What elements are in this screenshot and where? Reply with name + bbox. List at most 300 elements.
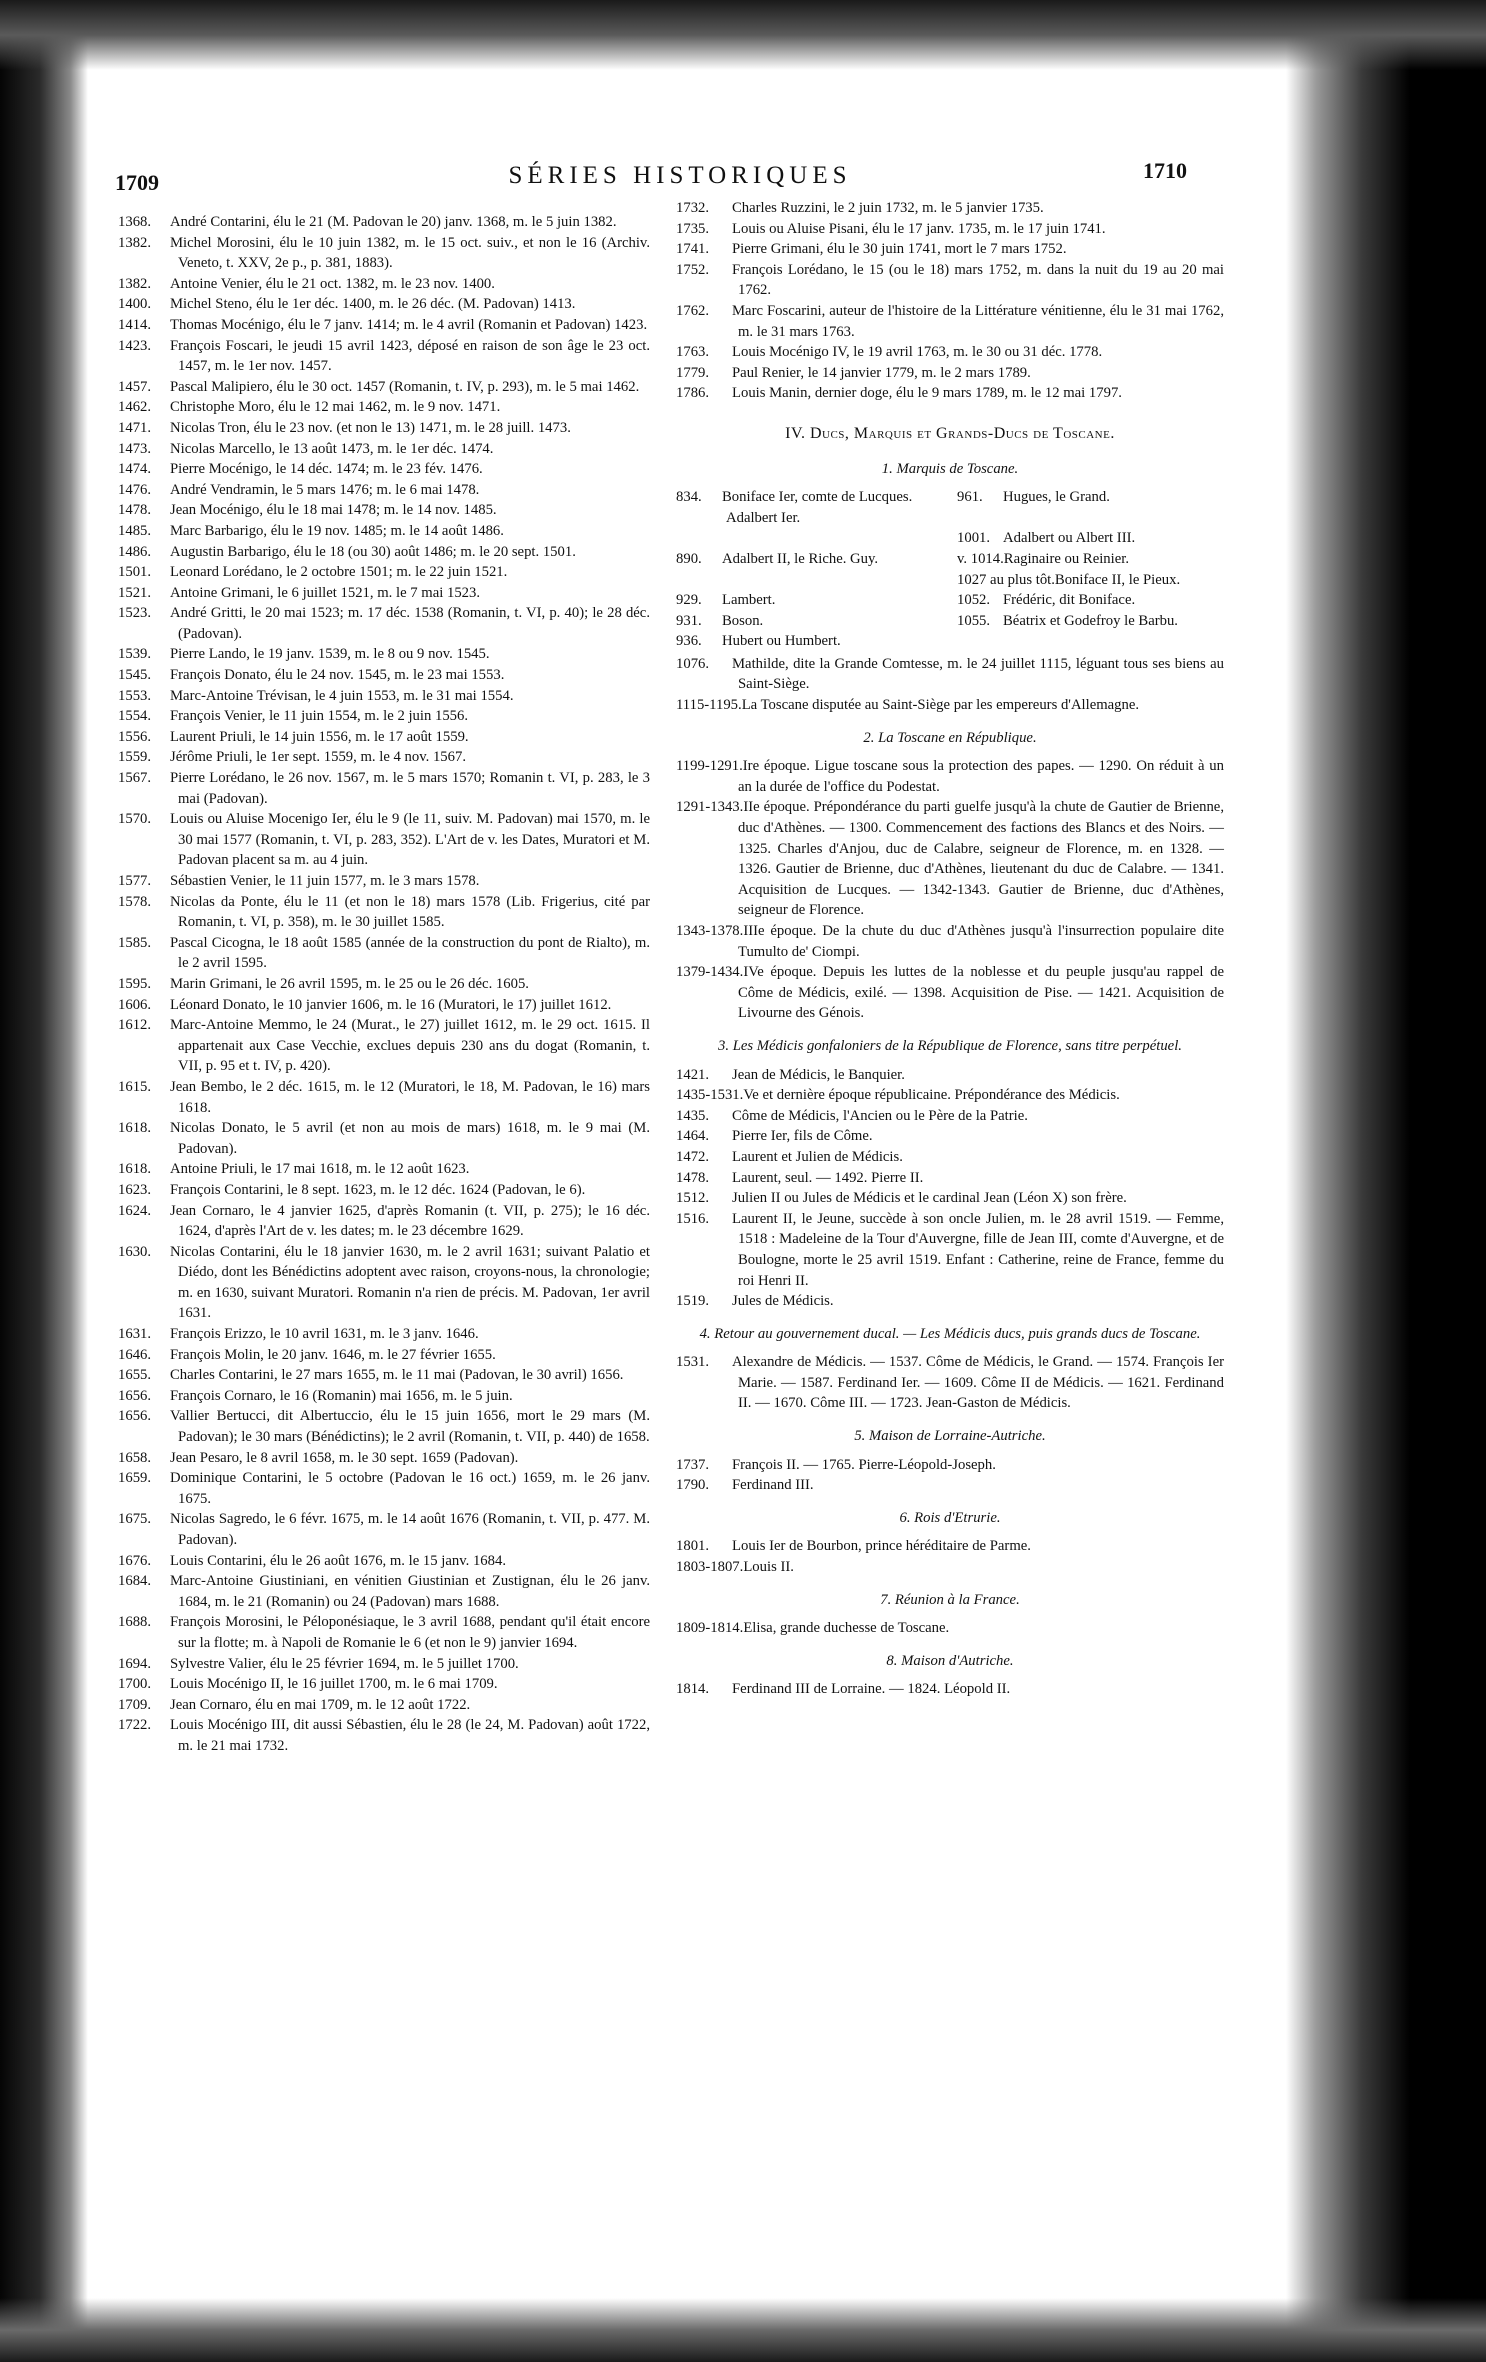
entry-year: 1741. [676,241,710,258]
entry-year: 1400. [118,296,152,313]
list-item [676,383,1224,404]
entry-year: 1556. [118,728,152,745]
entry-year: 1779. [676,364,710,381]
marquis-grid [676,487,1224,652]
entry-text: Pierre Grimani, élu le 30 juin 1741, mort le 7 mars 1752. [732,241,1067,258]
list-item [676,1085,1224,1106]
list-item [118,500,650,521]
entry-text: François II. — 1765. Pierre-Léopold-Joseph. [732,1456,996,1473]
entry-text: Louis Manin, dernier doge, élu le 9 mars 1789, m. le 12 mai 1797. [732,385,1122,402]
list-item [118,1324,650,1345]
list-item [676,1618,1224,1639]
entry-text: Jean Cornaro, élu en mai 1709, m. le 12 août 1722. [170,1696,471,1713]
entry-text: Laurent II, le Jeune, succède à son oncle Julien, m. le 28 avril 1519. — Femme, 1518 : Madeleine de la Tour d'Auvergne, fille de Jean III, comte d'Auvergne, et de Boulogne, morte le 25 avril 1519. Enfant : Catherine, reine de France, femme du roi Henri II. [732,1210,1224,1289]
entry-text: Alexandre de Médicis. — 1537. Côme de Médicis, le Grand. — 1574. François Ier Marie. — 1587. Ferdinand Ier. — 1609. Côme II de Médicis. — 1621. Ferdinand II. — 1670. Côme III. — 1723. Jean-Gaston de Médicis. [732,1354,1224,1412]
entry-text: Ire époque. Ligue toscane sous la protection des papes. — 1290. On réduit à un an la durée de l'office du Podestat. [738,758,1224,795]
entry-text: Nicolas Contarini, élu le 18 janvier 1630, m. le 2 avril 1631; suivant Palatio et Diédo, dont les Bénédictins adoptent avec raison, croyons-nous, la chronologie; m. en 1630, suivant Muratori. Romanin n'a rien de précis. M. Padovan, 1er avril 1631. [170,1243,650,1322]
entry-year: 1700. [118,1676,152,1693]
list-item [118,747,650,768]
list-item [118,1571,650,1612]
list-item [676,1455,1224,1476]
entry-text: Antoine Grimani, le 6 juillet 1521, m. le 7 mai 1523. [170,584,481,601]
page-number-right: 1710 [1143,158,1187,183]
entry-text: François Contarini, le 8 sept. 1623, m. le 12 déc. 1624 (Padovan, le 6). [170,1181,586,1198]
marquis-entry [957,611,1224,632]
running-title: SÉRIES HISTORIQUES [508,162,852,189]
entry-text: Julien II ou Jules de Médicis et le cardinal Jean (Léon X) son frère. [732,1190,1127,1207]
list-item [676,1209,1224,1291]
entry-text: Michel Steno, élu le 1er déc. 1400, m. le 26 déc. (M. Padovan) 1413. [170,296,576,313]
list-item [676,1679,1224,1700]
list-item [118,995,650,1016]
entry-text: Pierre Ier, fils de Côme. [732,1128,873,1145]
entry-text: Thomas Mocénigo, élu le 7 janv. 1414; m. le 4 avril (Romanin et Padovan) 1423. [170,316,648,333]
marquis-after-list [676,654,1224,716]
list-item [676,654,1224,695]
entry-text: Sylvestre Valier, élu le 25 février 1694, m. le 5 juillet 1700. [170,1655,519,1672]
entry-text: Louis Contarini, élu le 26 août 1676, m. le 15 janv. 1684. [170,1552,506,1569]
marquis-entry [957,570,1224,591]
entry-text: Hubert ou Humbert. [722,633,841,650]
entry-text: IIe époque. Prépondérance du parti guelfe jusqu'à la chute de Gautier de Brienne, duc d'Athènes. — 1300. Commencement des factions des Blancs et des Noirs. — 1325. Charles d'Anjou, duc de Calabre, seigneur de Florence, m. en 1328. — 1326. Gautier de Brienne, duc d'Athènes, lieutenant du duc de Calabre. — 1341. Acquisition de Lucques. — 1342-1343. Gautier de Brienne, duc d'Athènes, seigneur de Florence. [738,799,1224,919]
entry-text: Pierre Mocénigo, le 14 déc. 1474; m. le 23 fév. 1476. [170,461,483,478]
entry-year: 1762. [676,302,710,319]
subsection-title-etrurie: 6. Rois d'Etrurie. [899,1509,1001,1526]
entry-text: Marc Foscarini, auteur de l'histoire de la Littérature vénitienne, élu le 31 mai 1762, m. le 31 mars 1763. [732,302,1224,340]
list-item [118,336,650,377]
list-item [676,1557,1224,1578]
entry-text: François Morosini, le Péloponésiaque, le 3 avril 1688, pendant qu'il était encore sur la flotte; m. à Napoli de Romanie le 6 (et non le 9) janvier 1694. [170,1614,650,1651]
list-item [118,1715,650,1756]
entry-text: Marc-Antoine Giustiniani, en vénitien Giustinian et Zustignan, élu le 26 janv. 1684, m. le 21 (Romanin) ou 24 (Padovan) mars 1688. [170,1573,650,1610]
entry-text: Marc Barbarigo, élu le 19 nov. 1485; m. le 14 août 1486. [170,522,504,539]
list-item [118,583,650,604]
list-item [676,797,1224,921]
entry-text: Pierre Lando, le 19 janv. 1539, m. le 8 ou 9 nov. 1545. [170,646,490,663]
list-item [118,1674,650,1695]
entry-year: 1368. [118,214,152,230]
entry-text: Adalbert II, le Riche. Guy. [722,550,879,567]
list-item [676,1126,1224,1147]
entry-text: Ferdinand III. [732,1477,814,1494]
list-item [118,562,650,583]
subsection-title-medicis: 3. Les Médicis gonfaloniers de la République de Florence, sans titre perpétuel. [718,1037,1182,1054]
list-item [118,480,650,501]
list-item [118,1386,650,1407]
entry-text: Jean Mocénigo, élu le 18 mai 1478; m. le 14 nov. 1485. [170,502,497,519]
marquis-entry [676,528,943,549]
entry-text: Nicolas Marcello, le 13 août 1473, m. le 1er déc. 1474. [170,440,494,457]
entry-year: 1473. [118,440,152,457]
entry-text: Mathilde, dite la Grande Comtesse, m. le 24 juillet 1115, léguant tous ses biens au Saint-Siège. [732,655,1224,693]
entry-text: François Lorédano, le 15 (ou le 18) mars 1752, m. dans la nuit du 19 au 20 mai 1762. [732,261,1224,299]
entry-text: Vallier Bertucci, dit Albertuccio, élu le 15 juin 1656, mort le 29 mars (M. Padovan); le 30 mars (Bénédictins); le 2 avril (Romanin, t. VII, p. 440) de 1658. [170,1408,650,1446]
entry-text: Laurent et Julien de Médicis. [732,1148,903,1165]
scan-border-left [0,0,88,2362]
entry-text: Nicolas Sagredo, le 6 févr. 1675, m. le 14 août 1676 (Romanin, t. VII, p. 477. M. Padovan). [170,1511,650,1548]
list-item [118,871,650,892]
marquis-entry [676,590,943,611]
entry-text: André Contarini, élu le 21 (M. Padovan le 20) janv. 1368, m. le 5 juin 1382. [170,214,617,230]
entry-year: 1545. [118,667,152,684]
list-item [676,1106,1224,1127]
entry-year: 1803-1807. [676,1559,744,1576]
list-item [118,233,650,274]
etrurie-list [676,1536,1224,1577]
entry-text: Raginaire ou Reinier. [1003,550,1129,567]
entry-text: Antoine Priuli, le 17 mai 1618, m. le 12 août 1623. [170,1161,470,1178]
list-item [118,1180,650,1201]
entry-year: 1684. [118,1573,152,1590]
list-item [118,809,650,871]
entry-text: Louis Mocénigo II, le 16 juillet 1700, m. le 6 mai 1709. [170,1676,498,1693]
list-item [118,397,650,418]
entry-year: 1676. [118,1552,152,1569]
entry-year: 1612. [118,1017,152,1034]
entry-text: Jérôme Priuli, le 1er sept. 1559, m. le 4 nov. 1567. [170,749,467,766]
list-item [676,363,1224,384]
marquis-entry [957,549,1224,570]
autriche-list [676,1679,1224,1700]
list-item [676,260,1224,301]
entry-text: Dominique Contarini, le 5 octobre (Padovan le 16 oct.) 1659, m. le 26 janv. 1675. [170,1470,650,1507]
entry-year: 931. [676,612,702,629]
entry-text: François Cornaro, le 16 (Romanin) mai 1656, m. le 5 juin. [170,1387,513,1404]
entry-year: 1516. [676,1210,710,1227]
left-column [118,212,650,1757]
scan-border-bottom [0,2298,1486,2362]
scan-border-right [1286,0,1486,2362]
entry-year: 1539. [118,646,152,663]
entry-year: 1462. [118,399,152,416]
entry-year: 1658. [118,1449,152,1466]
entry-text: Marc-Antoine Memmo, le 24 (Murat., le 27) juillet 1612, m. le 29 oct. 1615. Il appartenait aux Case Vecchie, exclues depuis 230 ans du dogat (Romanin, t. VII, p. 95 et t. IV, p. 420). [170,1017,650,1075]
page-number-left: 1709 [115,170,159,195]
entry-text: Jules de Médicis. [732,1293,834,1310]
list-item [118,274,650,295]
list-item [118,1077,650,1118]
list-item [118,933,650,974]
entry-text: IVe époque. Depuis les luttes de la noblesse et du peuple jusqu'au rappel de Côme de Médicis, exilé. — 1398. Acquisition de Pise. — 1421. Acquisition de Livourne des Génois. [738,964,1224,1022]
list-item [118,644,650,665]
entry-text: Côme de Médicis, l'Ancien ou le Père de la Patrie. [732,1107,1028,1124]
list-item [118,1242,650,1324]
scan-border-top [0,0,1486,70]
list-item [676,239,1224,260]
entry-year: 1801. [676,1538,710,1555]
list-item [118,315,650,336]
entry-text: Lambert. [722,592,776,609]
entry-year: 1732. [676,200,710,216]
entry-year: 1722. [118,1717,152,1734]
entry-year: 961. [957,489,983,506]
section-title-text: IV. Ducs, Marquis et Grands-Ducs de Toscane. [785,424,1115,442]
entry-year: 1476. [118,481,152,498]
entry-text: Elisa, grande duchesse de Toscane. [743,1620,950,1637]
entry-year: 1618. [118,1161,152,1178]
entry-text: Charles Ruzzini, le 2 juin 1732, m. le 5 janvier 1735. [732,200,1044,216]
list-item [676,301,1224,342]
entry-year: 1559. [118,749,152,766]
list-item [676,219,1224,240]
list-item [118,1448,650,1469]
entry-year: 1076. [676,655,710,672]
entry-year: 1001. [957,530,991,547]
entry-year: 1486. [118,543,152,560]
list-item [118,212,650,233]
entry-year: v. 1014. [957,550,1004,567]
entry-text: Ve et dernière époque républicaine. Prépondérance des Médicis. [743,1087,1120,1104]
entry-text: Laurent Priuli, le 14 juin 1556, m. le 17 août 1559. [170,728,469,745]
republique-list [676,756,1224,1024]
list-item [118,1695,650,1716]
list-item [118,706,650,727]
subsection-title-autriche: 8. Maison d'Autriche. [886,1652,1014,1669]
entry-year: 1474. [118,461,152,478]
list-item [676,756,1224,797]
lorraine-list [676,1455,1224,1496]
entry-text: Antoine Venier, élu le 21 oct. 1382, m. le 23 nov. 1400. [170,275,495,292]
entry-text: Béatrix et Godefroy le Barbu. [1003,612,1178,629]
entry-year: 1595. [118,975,152,992]
list-item [118,1345,650,1366]
entry-text: Pascal Malipiero, élu le 30 oct. 1457 (Romanin, t. IV, p. 293), m. le 5 mai 1462. [170,378,640,395]
entry-text: IIIe époque. De la chute du duc d'Athènes jusqu'à l'insurrection populaire dite Tumulto de' Ciompi. [738,923,1224,960]
entry-year: 1199-1291. [676,758,743,775]
entry-year: 1457. [118,378,152,395]
entry-year: 1052. [957,592,991,609]
entry-year: 1752. [676,261,710,278]
entry-year: 1618. [118,1120,152,1137]
right-column [676,198,1224,1700]
marquis-entry [957,590,1224,611]
subsection-title-republique: 2. La Toscane en République. [863,729,1037,746]
entry-year: 1472. [676,1148,710,1165]
entry-year: 1343-1378. [676,923,744,939]
list-item [118,377,650,398]
entry-year: 1471. [118,419,152,436]
entry-text: Pierre Lorédano, le 26 nov. 1567, m. le 5 mars 1570; Romanin t. VI, p. 283, le 3 mai (Padovan). [170,770,650,807]
entry-text: Augustin Barbarigo, élu le 18 (ou 30) août 1486; m. le 20 sept. 1501. [170,543,576,560]
venice-doges-continued [676,198,1224,404]
list-item [676,695,1224,716]
marquis-entry [957,528,1224,549]
subsection-title-lorraine: 5. Maison de Lorraine-Autriche. [854,1428,1046,1445]
list-item [676,342,1224,363]
entry-year: 1709. [118,1696,152,1713]
subsection-title-ducs: 4. Retour au gouvernement ducal. — Les Médicis ducs, puis grands ducs de Toscane. [699,1325,1201,1342]
list-item [118,603,650,644]
entry-year: 1623. [118,1181,152,1198]
entry-year: 1659. [118,1470,152,1487]
entry-text: Pascal Cicogna, le 18 août 1585 (année de la construction du pont de Rialto), m. le 2 avril 1595. [170,934,650,972]
entry-text: Laurent, seul. — 1492. Pierre II. [732,1169,924,1186]
list-item [676,1536,1224,1557]
marquis-entry [957,631,1224,652]
entry-text: Frédéric, dit Boniface. [1003,592,1136,609]
list-item [676,1065,1224,1086]
entry-year: 1512. [676,1190,710,1207]
entry-year: 1115-1195. [676,697,742,714]
list-item [118,1159,650,1180]
entry-text: Ferdinand III de Lorraine. — 1824. Léopold II. [732,1681,1011,1698]
entry-year: 1655. [118,1367,152,1384]
entry-year: 1478. [118,502,152,519]
list-item [118,459,650,480]
entry-year: 1382. [118,234,152,251]
list-item [118,1468,650,1509]
entry-year: 1814. [676,1681,710,1698]
entry-year: 1435. [676,1107,710,1124]
medicis-list [676,1065,1224,1312]
entry-text: Jean Bembo, le 2 déc. 1615, m. le 12 (Muratori, le 18, M. Padovan, le 16) mars 1618. [170,1078,650,1116]
list-item [118,439,650,460]
entry-year: 1615. [118,1078,152,1095]
entry-text: Jean Cornaro, le 4 janvier 1625, d'après Romanin (t. VII, p. 275); le 16 déc. 1624, d'après l'Art de v. les dates; m. le 23 décembre 1629. [170,1202,650,1240]
entry-text: François Venier, le 11 juin 1554, m. le 2 juin 1556. [170,708,469,725]
list-item [676,1147,1224,1168]
list-item [118,686,650,707]
entry-year: 1055. [957,612,991,629]
entry-year: 1379-1434. [676,964,744,981]
entry-year: 1478. [676,1169,710,1186]
entry-year: 890. [676,550,702,567]
entry-text: Louis Ier de Bourbon, prince héréditaire de Parme. [732,1538,1031,1555]
entry-year: 1554. [118,708,152,725]
entry-year: 1735. [676,220,710,237]
list-item [118,521,650,542]
entry-year: 1382. [118,275,152,292]
entry-year: 1631. [118,1326,152,1343]
list-item [118,1015,650,1077]
entry-text: André Gritti, le 20 mai 1523; m. 17 déc. 1538 (Romanin, t. VI, p. 40); le 28 déc. (Padovan). [170,605,650,642]
entry-text: Hugues, le Grand. [1003,489,1110,506]
entry-year: 1523. [118,605,152,622]
entry-text: Adalbert ou Albert III. [1003,530,1136,547]
entry-text: Charles Contarini, le 27 mars 1655, m. le 11 mai (Padovan, le 30 avril) 1656. [170,1367,624,1384]
list-item [676,1168,1224,1189]
list-item [118,974,650,995]
entry-text: Marc-Antoine Trévisan, le 4 juin 1553, m. le 31 mai 1554. [170,687,514,704]
entry-text: Marin Grimani, le 26 avril 1595, m. le 25 ou le 26 déc. 1605. [170,975,529,992]
entry-text: François Molin, le 20 janv. 1646, m. le 27 février 1655. [170,1346,496,1363]
marquis-entry [676,570,943,591]
entry-text: La Toscane disputée au Saint-Siège par les empereurs d'Allemagne. [741,697,1140,714]
list-item [118,1406,650,1447]
entry-text: Boniface II, le Pieux. [1054,571,1181,588]
entry-text: Christophe Moro, élu le 12 mai 1462, m. le 9 nov. 1471. [170,399,501,416]
entry-year: 1519. [676,1293,710,1310]
list-item [676,1188,1224,1209]
entry-text: Nicolas Donato, le 5 avril (et non au mois de mars) 1618, m. le 9 mai (M. Padovan). [170,1120,650,1157]
entry-year: 1656. [118,1408,152,1425]
list-item [676,1352,1224,1414]
entry-text: Paul Renier, le 14 janvier 1779, m. le 2 mars 1789. [732,364,1031,381]
reunion-list [676,1618,1224,1639]
entry-year: 1737. [676,1456,710,1473]
entry-text: Louis ou Aluise Mocenigo Ier, élu le 9 (le 11, suiv. M. Padovan) mai 1570, m. le 30 mai 1577 (Romanin, t. VI, p. 283, 352). L'Art de v. les Dates, Muratori et M. Padovan placent sa m. au 4 juin. [170,811,650,869]
section-title-toscane [676,424,1224,445]
list-item [676,1475,1224,1496]
entry-year: 1585. [118,934,152,951]
entry-year: 929. [676,592,702,609]
entry-text: Leonard Lorédano, le 2 octobre 1501; m. le 22 juin 1521. [170,564,508,581]
list-item [118,418,650,439]
entry-year: 1578. [118,893,152,910]
entry-text: Boson. [722,612,764,629]
entry-year: 1531. [676,1354,710,1371]
subsection-title-marquis: 1. Marquis de Toscane. [881,460,1019,477]
entry-text: André Vendramin, le 5 mars 1476; m. le 6 mai 1478. [170,481,480,498]
entry-year: 1570. [118,811,152,828]
list-item [118,1201,650,1242]
entry-year: 1464. [676,1128,710,1145]
marquis-entry [676,611,943,632]
marquis-entry [676,549,943,570]
entry-year: 1291-1343. [676,799,744,816]
entry-year: 1688. [118,1614,152,1631]
list-item [118,768,650,809]
entry-text: Jean de Médicis, le Banquier. [732,1066,905,1083]
list-item [118,1551,650,1572]
marquis-entry [957,487,1224,528]
entry-text: Jean Pesaro, le 8 avril 1658, m. le 30 sept. 1659 (Padovan). [170,1449,519,1466]
entry-text: Nicolas da Ponte, élu le 11 (et non le 18) mars 1578 (Lib. Frigerius, cité par Romanin, t. VI, p. 358), m. le 30 juillet 1585. [170,893,650,931]
entry-year: 1656. [118,1387,152,1404]
entry-text: Louis II. [743,1559,794,1576]
entry-year: 1027 au plus tôt. [957,571,1055,588]
entry-text: Boniface Ier, comte de Lucques. Adalbert Ier. [722,489,913,526]
entry-year: 1763. [676,344,710,361]
list-item [118,1509,650,1550]
list-item [118,892,650,933]
entry-year: 1624. [118,1202,152,1219]
list-item [676,921,1224,962]
entry-year: 1646. [118,1346,152,1363]
entry-year: 1521. [118,584,152,601]
entry-year: 1485. [118,522,152,539]
entry-year: 834. [676,489,702,506]
entry-text: Nicolas Tron, élu le 23 nov. (et non le 13) 1471, m. le 28 juill. 1473. [170,419,571,436]
entry-year: 1809-1814. [676,1620,744,1637]
entry-year: 1606. [118,996,152,1013]
entry-year: 1501. [118,564,152,581]
marquis-entry [676,487,943,528]
entry-text: Louis ou Aluise Pisani, élu le 17 janv. 1735, m. le 17 juin 1741. [732,220,1106,237]
entry-text: Louis Mocénigo IV, le 19 avril 1763, m. le 30 ou 31 déc. 1778. [732,344,1103,361]
list-item [118,1365,650,1386]
entry-text: François Erizzo, le 10 avril 1631, m. le 3 janv. 1646. [170,1326,479,1343]
entry-year: 1553. [118,687,152,704]
entry-year: 1567. [118,770,152,787]
entry-text: Michel Morosini, élu le 10 juin 1382, m. le 15 oct. suiv., et non le 16 (Archiv. Veneto, t. XXV, 2e p., p. 381, 1883). [170,234,650,272]
subsection-title-reunion: 7. Réunion à la France. [880,1591,1020,1608]
entry-year: 1421. [676,1066,710,1083]
list-item [118,542,650,563]
entry-year: 1790. [676,1477,710,1494]
entry-year: 1786. [676,385,710,402]
list-item [676,962,1224,1024]
entry-text: Léonard Donato, le 10 janvier 1606, m. le 16 (Muratori, le 17) juillet 1612. [170,996,612,1013]
list-item [118,1612,650,1653]
list-item [118,665,650,686]
entry-year: 1423. [118,337,152,354]
list-item [676,1291,1224,1312]
entry-text: Sébastien Venier, le 11 juin 1577, m. le 3 mars 1578. [170,873,480,889]
entry-year: 1630. [118,1243,152,1260]
marquis-entry [676,631,943,652]
ducs-list [676,1352,1224,1414]
